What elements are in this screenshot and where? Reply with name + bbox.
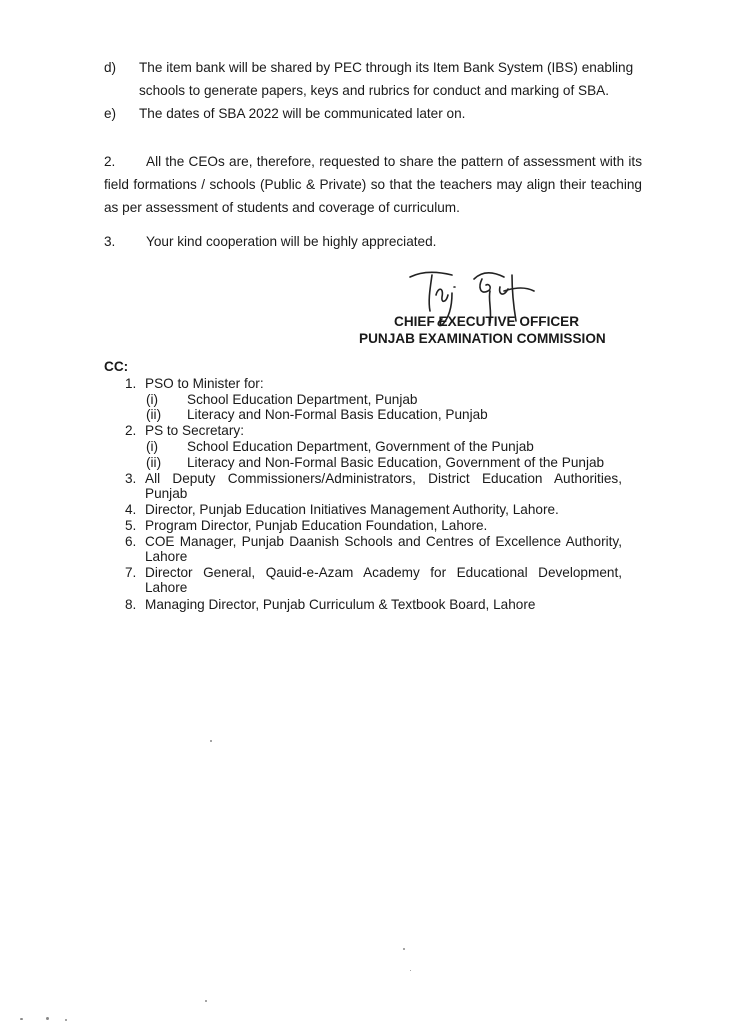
point-e-label: e) <box>104 106 117 121</box>
cc-subitem-number: (i) <box>146 439 159 454</box>
cc-item-text: PS to Secretary: <box>145 423 244 438</box>
cc-subitem-text: Literacy and Non-Formal Basis Education, Punjab <box>187 407 488 422</box>
cc-item-text: COE Manager, Punjab Daanish Schools and Centres of Excellence Authority, <box>145 534 622 549</box>
cc-subitem-number: (ii) <box>146 455 162 470</box>
cc-item-number: 6. <box>125 534 137 549</box>
cc-item-text: Managing Director, Punjab Curriculum & Textbook Board, Lahore <box>145 597 536 612</box>
scan-speck <box>65 1019 67 1021</box>
para-3-text: Your kind cooperation will be highly appreciated. <box>146 234 437 249</box>
para-2-line-2: field formations / schools (Public & Private) so that the teachers may align their teaching <box>104 177 642 192</box>
cc-item-number: 7. <box>125 565 137 580</box>
point-e-line-1: The dates of SBA 2022 will be communicated later on. <box>139 106 466 121</box>
cc-item-number: 1. <box>125 376 137 391</box>
scan-speck <box>46 1017 49 1020</box>
cc-item-text: PSO to Minister for: <box>145 376 264 391</box>
point-d-label: d) <box>104 60 117 75</box>
scan-speck <box>205 1000 207 1002</box>
scan-speck <box>410 970 411 971</box>
scan-speck <box>210 740 212 742</box>
cc-item-text: Program Director, Punjab Education Foundation, Lahore. <box>145 518 488 533</box>
cc-item-number: 3. <box>125 471 137 486</box>
cc-subitem-number: (ii) <box>146 407 162 422</box>
cc-item-text-continued: Lahore <box>145 580 188 595</box>
cc-subitem-text: School Education Department, Punjab <box>187 392 418 407</box>
para-3-number: 3. <box>104 234 116 249</box>
cc-item-text: All Deputy Commissioners/Administrators, District Education Authorities, <box>145 471 622 486</box>
cc-heading: CC: <box>104 359 129 374</box>
cc-item-number: 4. <box>125 502 137 517</box>
cc-subitem-number: (i) <box>146 392 159 407</box>
para-2-number: 2. <box>104 154 116 169</box>
para-2-line-1: All the CEOs are, therefore, requested to share the pattern of assessment with its <box>146 154 642 169</box>
para-2-line-3: as per assessment of students and coverage of curriculum. <box>104 200 460 215</box>
cc-subitem-text: Literacy and Non-Formal Basic Education, Government of the Punjab <box>187 455 605 470</box>
point-d-line-1: The item bank will be shared by PEC through its Item Bank System (IBS) enabling <box>139 60 634 75</box>
cc-item-text: Director, Punjab Education Initiatives Management Authority, Lahore. <box>145 502 559 517</box>
cc-subitem-text: School Education Department, Government of the Punjab <box>187 439 534 454</box>
signatory-organization: PUNJAB EXAMINATION COMMISSION <box>359 331 606 346</box>
cc-item-number: 8. <box>125 597 137 612</box>
cc-item-text: Director General, Qauid-e-Azam Academy for Educational Development, <box>145 565 622 580</box>
scan-speck <box>403 948 405 950</box>
cc-item-text-continued: Lahore <box>145 549 188 564</box>
cc-item-number: 2. <box>125 423 137 438</box>
cc-item-text-continued: Punjab <box>145 486 188 501</box>
scan-speck <box>20 1018 23 1020</box>
point-d-line-2: schools to generate papers, keys and rubrics for conduct and marking of SBA. <box>139 83 609 98</box>
cc-item-number: 5. <box>125 518 137 533</box>
signatory-title: CHIEF EXECUTIVE OFFICER <box>394 314 580 329</box>
